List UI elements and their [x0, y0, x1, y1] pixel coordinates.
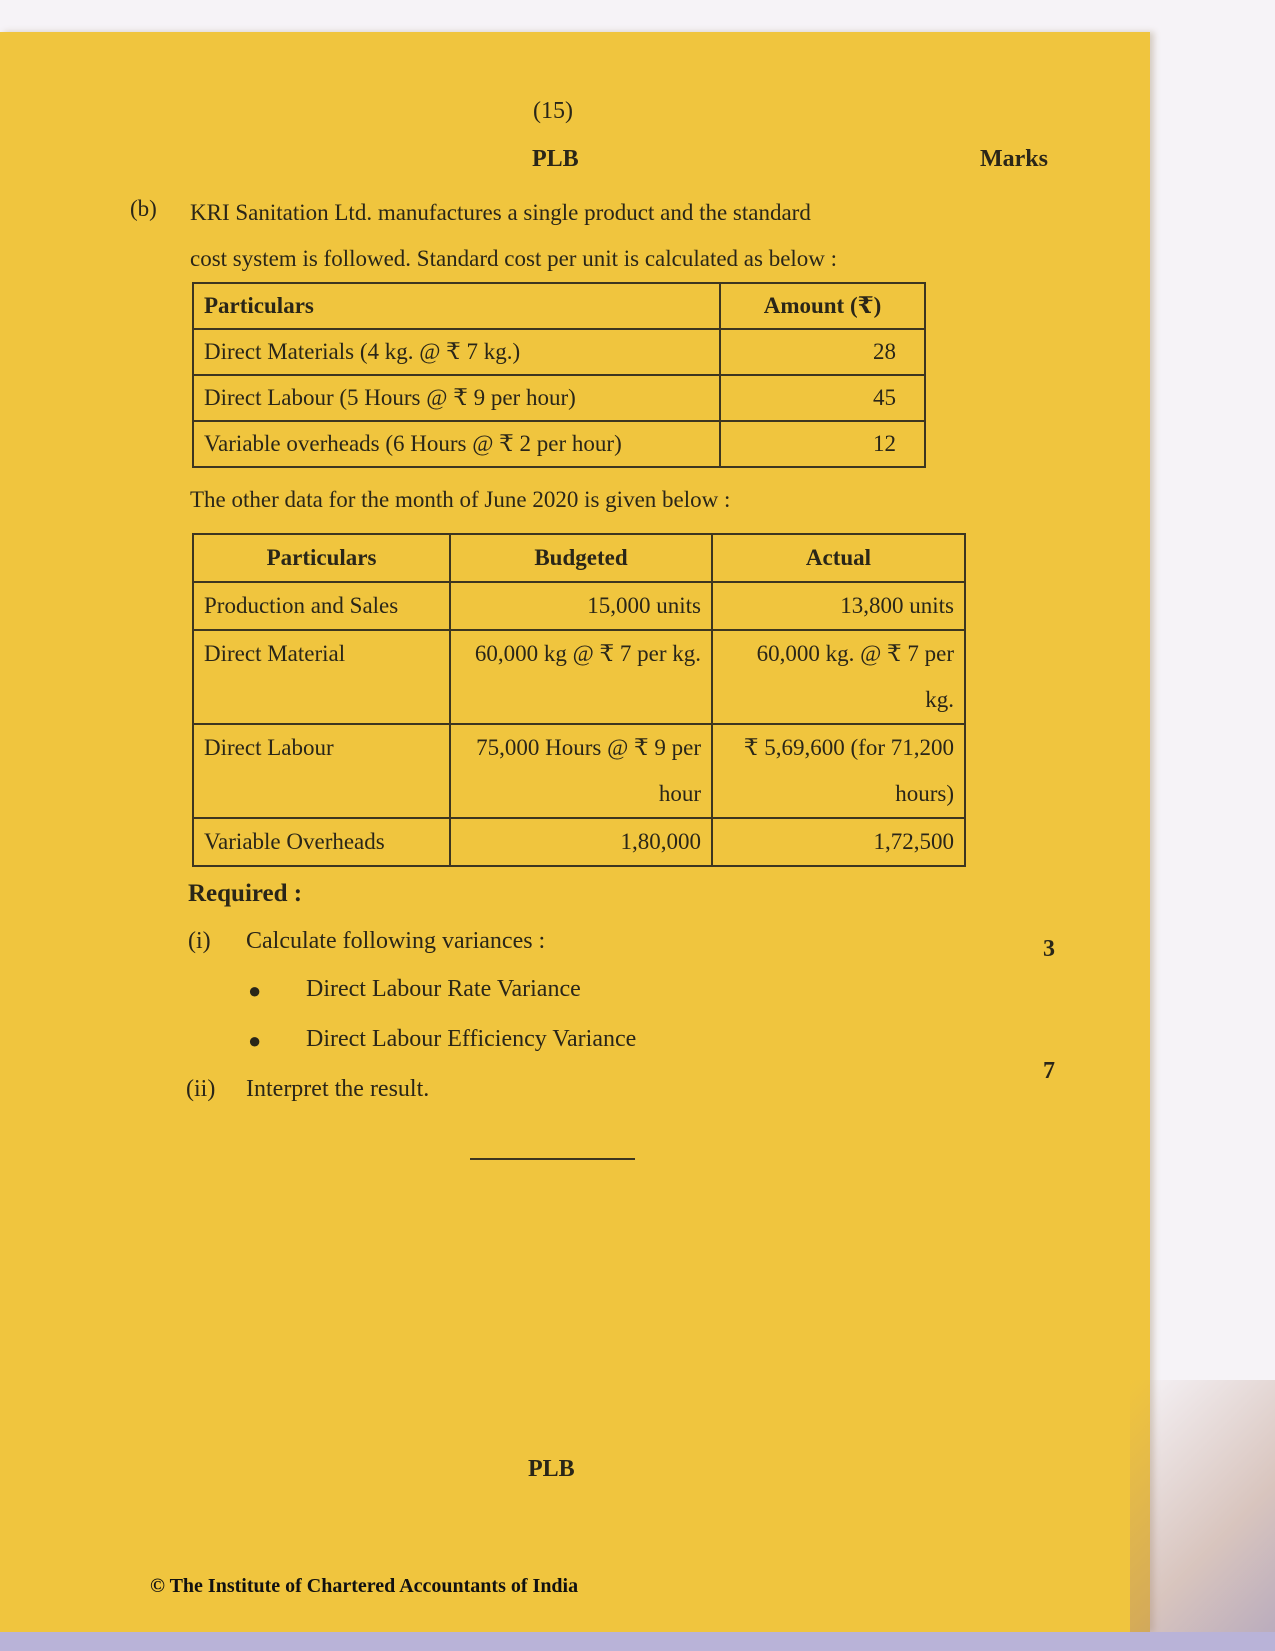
cell-particular: Direct Materials (4 kg. @ ₹ 7 kg.): [193, 329, 720, 375]
bullet-item: Direct Labour Efficiency Variance: [306, 1026, 637, 1052]
other-data-text: The other data for the month of June 2020 is given below :: [190, 487, 731, 512]
table-row: [193, 630, 965, 724]
cell-budgeted: 1,80,000: [450, 818, 712, 866]
budget-actual-table: [192, 533, 966, 867]
table-row: [193, 421, 925, 467]
header-particulars: Particulars: [193, 534, 450, 582]
cell-actual: ₹ 5,69,600 (for 71,200 hours): [712, 724, 965, 818]
copyright-notice: © The Institute of Chartered Accountants of India: [150, 1575, 579, 1597]
page-shadow: [1130, 1380, 1275, 1651]
cell-actual: 60,000 kg. @ ₹ 7 per kg.: [712, 630, 965, 724]
cell-particular: Direct Material: [193, 630, 450, 724]
intro-line-2: cost system is followed. Standard cost per unit is calculated as below :: [190, 246, 838, 271]
sub-question-label: (i): [188, 928, 211, 954]
bullet-item: Direct Labour Rate Variance: [306, 976, 581, 1002]
cell-budgeted: 15,000 units: [450, 582, 712, 630]
end-rule: [470, 1158, 635, 1160]
table-row: [193, 329, 925, 375]
sub-question-label: (ii): [186, 1076, 216, 1102]
bullet-icon: ●: [248, 1028, 262, 1053]
page-number: (15): [533, 98, 573, 124]
cell-amount: 45: [720, 375, 925, 421]
header-amount: Amount (₹): [720, 283, 925, 329]
table-row: [193, 582, 965, 630]
sub-question-text: Interpret the result.: [246, 1076, 430, 1102]
paper-code-bottom: PLB: [528, 1456, 575, 1482]
cell-amount: 12: [720, 421, 925, 467]
paper-code-top: PLB: [532, 146, 579, 172]
header-budgeted: Budgeted: [450, 534, 712, 582]
question-label: (b): [130, 196, 157, 221]
marks-heading: Marks: [980, 146, 1048, 172]
cell-budgeted: 60,000 kg @ ₹ 7 per kg.: [450, 630, 712, 724]
cell-particular: Variable Overheads: [193, 818, 450, 866]
table-row: [193, 818, 965, 866]
table-header-row: [193, 534, 965, 582]
question-intro: [190, 190, 960, 282]
cell-budgeted: 75,000 Hours @ ₹ 9 per hour: [450, 724, 712, 818]
cell-actual: 13,800 units: [712, 582, 965, 630]
marks-value: 7: [1043, 1058, 1055, 1084]
cell-actual: 1,72,500: [712, 818, 965, 866]
marks-value: 3: [1043, 936, 1055, 962]
scan-edge: [0, 1632, 1275, 1651]
bullet-icon: ●: [248, 978, 262, 1003]
required-heading: Required :: [188, 880, 303, 907]
header-actual: Actual: [712, 534, 965, 582]
table-header-row: [193, 283, 925, 329]
standard-cost-table: [192, 282, 926, 468]
cell-particular: Production and Sales: [193, 582, 450, 630]
sub-question-text: Calculate following variances :: [246, 928, 546, 954]
table-row: [193, 724, 965, 818]
cell-particular: Direct Labour (5 Hours @ ₹ 9 per hour): [193, 375, 720, 421]
cell-particular: Direct Labour: [193, 724, 450, 818]
header-particulars: Particulars: [193, 283, 720, 329]
cell-amount: 28: [720, 329, 925, 375]
intro-line-1: KRI Sanitation Ltd. manufactures a single product and the standard: [190, 200, 811, 225]
table-row: [193, 375, 925, 421]
cell-particular: Variable overheads (6 Hours @ ₹ 2 per hour): [193, 421, 720, 467]
